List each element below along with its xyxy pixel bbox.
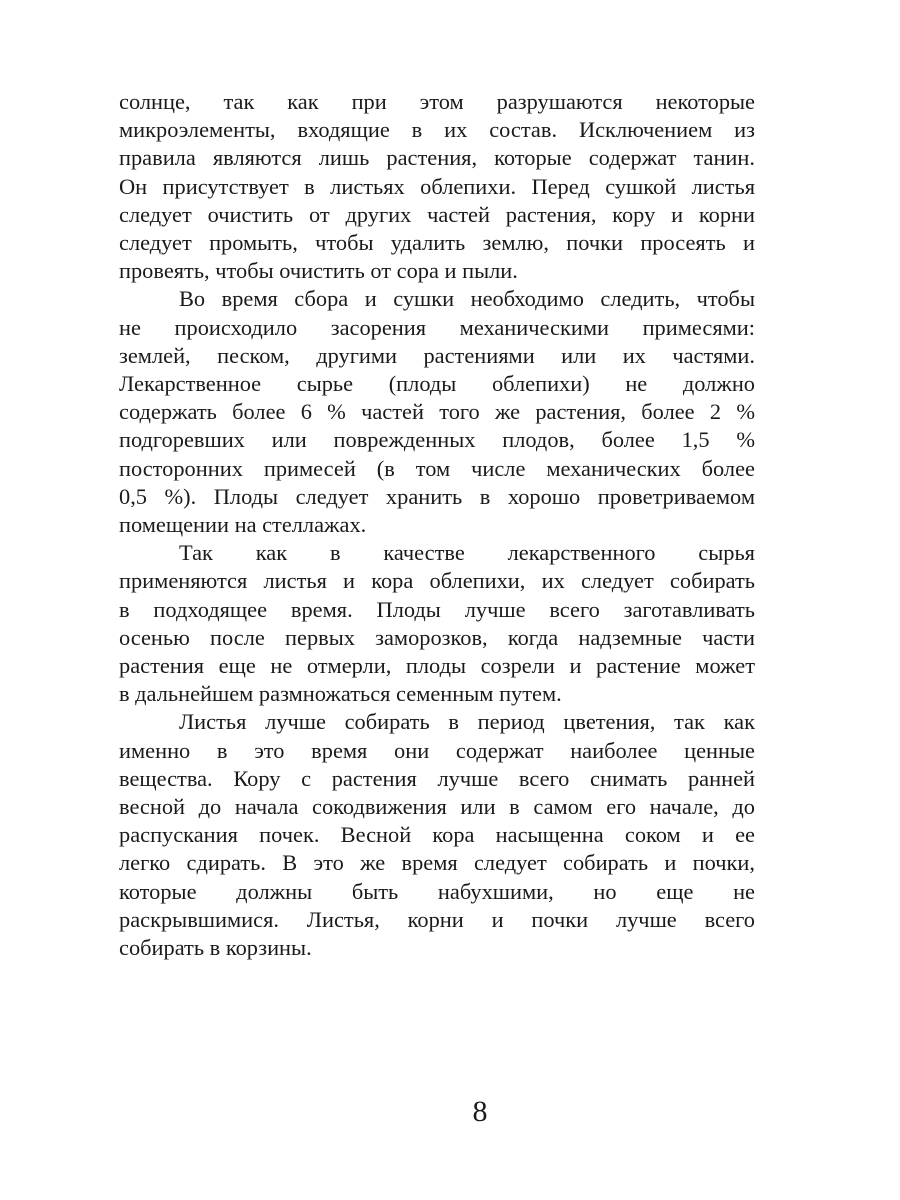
text-line: в подходящее время. Плоды лучше всего заготавливать — [119, 596, 755, 622]
text-line: раскрывшимися. Листья, корни и почки лучше всего — [119, 906, 755, 932]
text-line: помещении на стеллажах. — [119, 512, 367, 538]
text-line: растения еще не отмерли, плоды созрели и растение может — [119, 653, 755, 679]
paragraph — [119, 88, 755, 285]
text-line: солнце, так как при этом разрушаются некоторые — [119, 89, 755, 114]
text-line: вещества. Кору с растения лучше всего снимать ранней — [119, 765, 755, 791]
paragraph — [119, 285, 755, 539]
text-line: в дальнейшем размножаться семенным путем. — [119, 681, 562, 707]
paragraph — [119, 708, 755, 962]
text-line: распускания почек. Весной кора насыщенна соком и ее — [119, 822, 755, 848]
text-line: посторонних примесей (в том числе механических более — [119, 455, 755, 481]
text-line: Он присутствует в листьях облепихи. Перед сушкой листья — [119, 173, 755, 199]
text-line: провеять, чтобы очистить от сора и пыли. — [119, 258, 518, 284]
text-line: 0,5 %). Плоды следует хранить в хорошо проветриваемом — [119, 483, 755, 509]
text-line: легко сдирать. В это же время следует собирать и почки, — [119, 850, 755, 876]
text-line: следует промыть, чтобы удалить землю, почки просеять и — [119, 230, 755, 256]
text-line: не происходило засорения механическими примесями: — [119, 314, 755, 340]
text-line: применяются листья и кора облепихи, их следует собирать — [119, 568, 755, 594]
text-line: микроэлементы, входящие в их состав. Исключением из — [119, 117, 755, 143]
text-line: весной до начала сокодвижения или в самом его начале, до — [119, 794, 755, 820]
text-line: правила являются лишь растения, которые содержат танин. — [119, 145, 755, 171]
text-line: подгоревших или поврежденных плодов, более 1,5 % — [119, 427, 755, 453]
text-line: Лекарственное сырье (плоды облепихи) не должно — [119, 371, 755, 397]
body-text — [119, 88, 755, 962]
text-line: собирать в корзины. — [119, 935, 312, 961]
text-line: следует очистить от других частей растения, кору и корни — [119, 201, 755, 227]
text-line: именно в это время они содержат наиболее ценные — [119, 737, 755, 763]
text-line: которые должны быть набухшими, но еще не — [119, 878, 755, 904]
text-line: Листья лучше собирать в период цветения, так как — [179, 709, 755, 735]
page-number: 8 — [472, 1095, 488, 1128]
paragraph — [119, 539, 755, 708]
text-line: Во время сбора и сушки необходимо следить, чтобы — [179, 286, 755, 312]
text-line: содержать более 6 % частей того же растения, более 2 % — [119, 399, 755, 425]
text-line: Так как в качестве лекарственного сырья — [179, 540, 755, 566]
text-line: осенью после первых заморозков, когда надземные части — [119, 624, 755, 650]
text-line: землей, песком, другими растениями или их частями. — [119, 342, 755, 368]
